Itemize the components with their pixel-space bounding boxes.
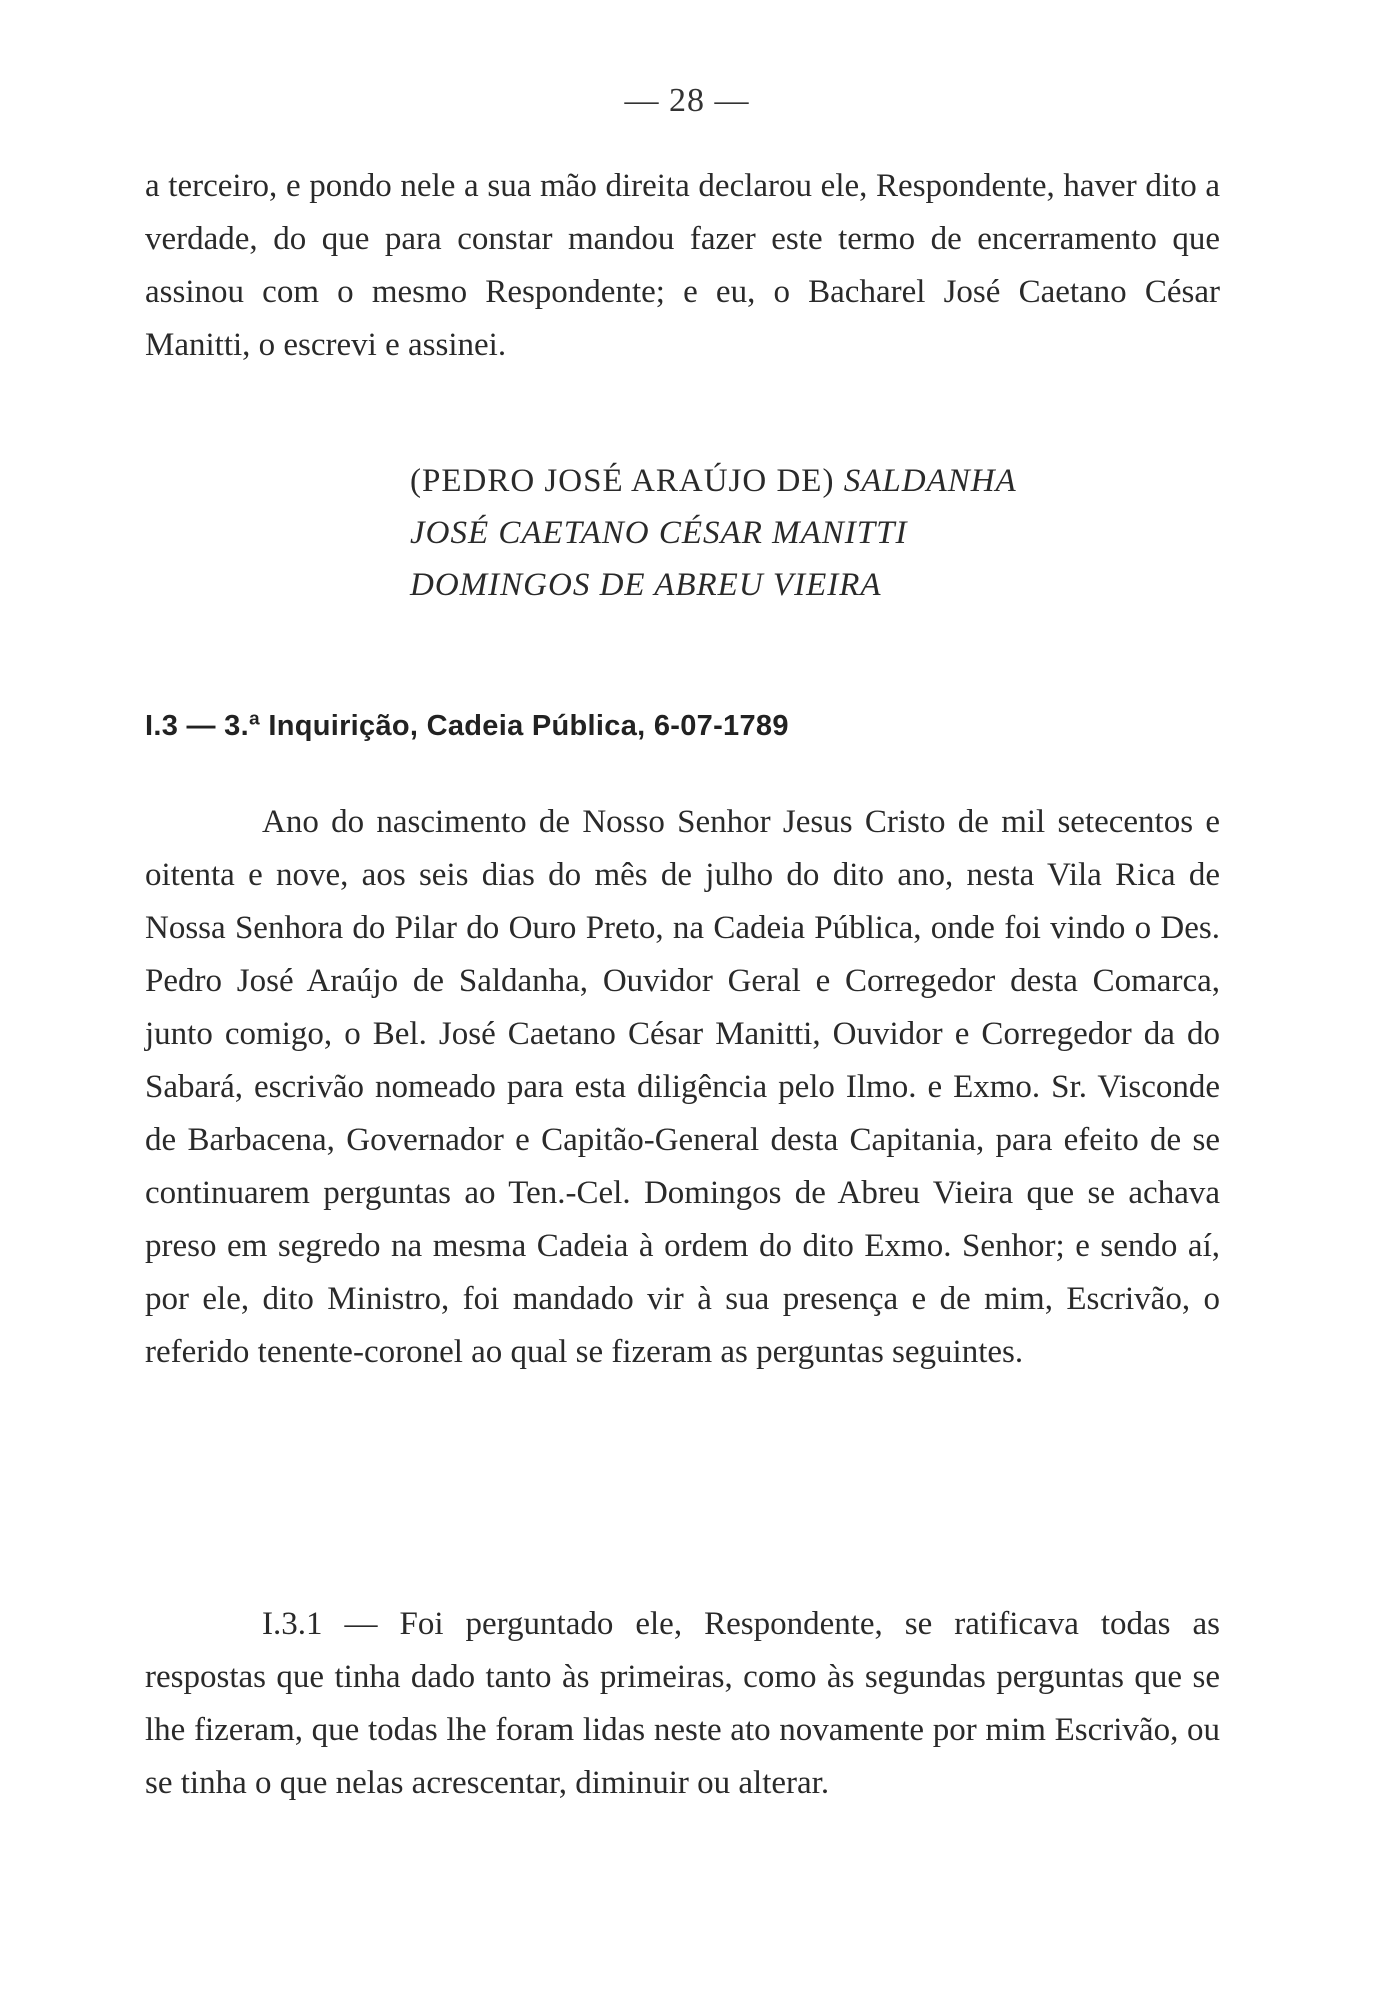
- signature-saldanha: [410, 455, 1017, 507]
- signature-prefix: (PEDRO JOSÉ ARAÚJO DE): [410, 463, 844, 499]
- signature-vieira: DOMINGOS DE ABREU VIEIRA: [410, 567, 882, 603]
- page-number: — 28 —: [624, 82, 750, 119]
- signature-manitti: JOSÉ CAETANO CÉSAR MANITTI: [410, 515, 908, 551]
- paragraph-text: a terceiro, e pondo nele a sua mão direita declarou ele, Respondente, haver dito a verdade, do que para constar mandou fazer este termo de encerramento que assinou com o mesmo Respondente; e eu, o Bacharel José Caetano César Manitti, o escrevi e assinei.: [145, 168, 1220, 363]
- signature-block: [410, 455, 1017, 611]
- paragraph-closing-term: [145, 160, 1220, 372]
- signature-surname: SALDANHA: [843, 463, 1017, 499]
- paragraph-text: Ano do nascimento de Nosso Senhor Jesus Cristo de mil setecentos e oitenta e nove, aos seis dias do mês de julho do dito ano, nesta Vila Rica de Nossa Senhora do Pilar do Ouro Preto, na Cadeia Pública, onde foi vindo o Des. Pedro José Araújo de Saldanha, Ouvidor Geral e Corregedor desta Comarca, junto comigo, o Bel. José Caetano César Manitti, Ouvidor e Corregedor da do Sabará, escrivão nomeado para esta diligência pelo Ilmo. e Exmo. Sr. Visconde de Barbacena, Governador e Capitão-General desta Capitania, para efeito de se continuarem perguntas ao Ten.-Cel. Domingos de Abreu Vieira que se achava preso em segredo na mesma Cadeia à ordem do dito Exmo. Senhor; e sendo aí, por ele, dito Ministro, foi mandado vir à sua presença e de mim, Escrivão, o referido tenente-coronel ao qual se fizeram as perguntas seguintes.: [145, 804, 1220, 1370]
- paragraph-text: I.3.1 — Foi perguntado ele, Respondente, se ratificava todas as respostas que tinha dado tanto às primeiras, como às segundas perguntas que se lhe fizeram, que todas lhe foram lidas neste ato novamente por mim Escrivão, ou se tinha o que nelas acrescentar, diminuir ou alterar.: [145, 1606, 1220, 1801]
- section-heading: I.3 — 3.ª Inquirição, Cadeia Pública, 6-07-1789: [145, 710, 789, 742]
- paragraph-inquiry-opening: [145, 796, 1220, 1379]
- paragraph-question-1: [145, 1598, 1220, 1810]
